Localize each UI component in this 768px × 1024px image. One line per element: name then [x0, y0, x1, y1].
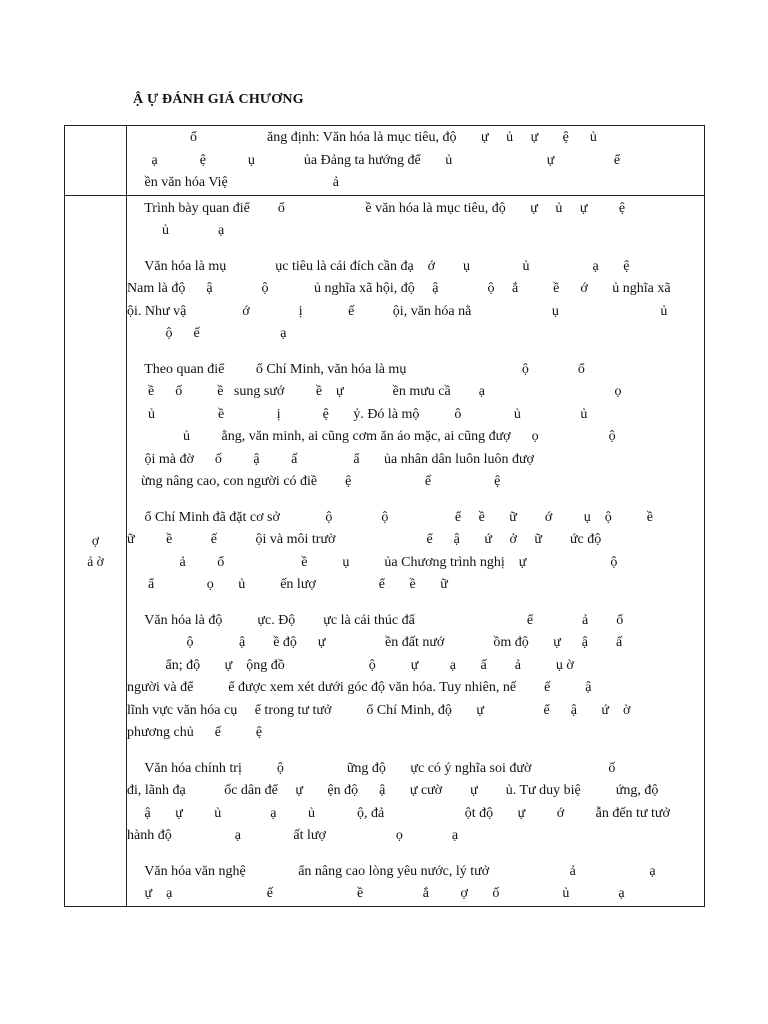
row-content-cell	[127, 126, 705, 196]
paragraph	[127, 256, 704, 346]
text-line: ội. Như vậ ớ ị ế ội, văn hóa nằ ụ ủ	[127, 303, 668, 319]
text-line: ự ạ ế ề ắ ợ ố ủ ạ	[127, 886, 625, 901]
paragraph	[127, 610, 704, 745]
text-line: ền văn hóa Việ ả	[127, 175, 339, 190]
table-row	[65, 195, 705, 906]
text-line: ổ Chí Minh đã đặt cơ sở ộ ộ ể ề ữ ớ ụ ộ ề	[127, 509, 653, 525]
text-line: đi, lãnh đạ ốc dân để ự ện độ ậ ự cườ ự ủ. Tư duy biệ ứng, độ	[127, 783, 659, 798]
paragraph	[127, 359, 704, 494]
paragraph	[127, 198, 704, 243]
text-line: lĩnh vực văn hóa cụ ể trong tư tưở ổ Chí Minh, độ ự ể ậ ứ ờ	[127, 702, 631, 718]
document-title: Ậ Ự ĐÁNH GIÁ CHƯƠNG	[133, 92, 304, 107]
paragraph	[127, 758, 704, 848]
paragraph	[127, 861, 704, 906]
text-line: ả ổ ề ụ ủa Chương trình nghị ự ộ	[127, 554, 618, 570]
table-row	[65, 126, 705, 196]
text-line: ạ ệ ụ ủa Đảng ta hướng để ủ ự ể	[127, 152, 621, 168]
row-content-cell	[127, 195, 705, 906]
text-line: ủ ạ	[127, 223, 225, 238]
text-line: ữ ề ế ội và môi trườ ể ậ ứ ở ữ ức độ	[127, 532, 602, 547]
text-line: ủ ề ị ệ ỷ. Đó là mộ ô ủ ủ	[127, 406, 588, 422]
row-label-line: ả ờ	[87, 553, 104, 569]
assessment-table	[64, 125, 705, 907]
row-label-cell	[65, 195, 127, 906]
row-label-cell	[65, 126, 127, 196]
text-line: ẩ ọ ủ ến lượ ể ề ữ	[127, 577, 448, 592]
text-line: người và để ể được xem xét dưới góc độ văn hóa. Tuy nhiên, nế ế ậ	[127, 680, 592, 695]
text-line: ổ ăng định: Văn hóa là mục tiêu, độ ự ủ ự ệ ủ	[127, 130, 597, 145]
text-line: Văn hóa là độ ực. Độ ực là cái thúc đẩ ể ả ổ	[127, 612, 624, 628]
text-line: ội mà đờ ố ậ ấ ẩ ủa nhân dân luôn luôn đượ	[127, 451, 534, 467]
text-line: Văn hóa văn nghệ ẩn nâng cao lòng yêu nước, lý tưở ả ạ	[127, 863, 656, 879]
text-line: ừng nâng cao, con người có điề ệ ế ệ	[127, 474, 501, 489]
text-line: Văn hóa là mụ ục tiêu là cái đích cần đạ ớ ụ ủ ạ ệ	[127, 258, 630, 274]
paragraph	[127, 507, 704, 597]
row-label-line: ợ	[91, 532, 100, 548]
text-line: ủ ằng, văn minh, ai cũng cơm ăn áo mặc, ai cũng đượ ọ ộ	[127, 429, 616, 444]
text-line: Văn hóa chính trị ộ ững độ ực có ý nghĩa soi đườ ố	[127, 760, 616, 776]
text-line: Trình bày quan điể ổ ề văn hóa là mục tiêu, độ ự ủ ự ệ	[127, 200, 626, 216]
text-line: hành độ ạ ất lượ ọ ạ	[127, 828, 459, 843]
text-line: ậ ự ủ ạ ủ ộ, đả ột độ ự ớ ẫn đến tư tưở	[127, 805, 670, 821]
text-line: ẩn; độ ự ộng đồ ộ ự ạ ấ ả ụ ờ	[127, 657, 574, 673]
text-line: Nam là độ ậ ộ ủ nghĩa xã hội, độ ậ ộ ắ ề ớ ủ nghĩa xã	[127, 281, 671, 296]
text-line: phương chủ ế ệ	[127, 725, 263, 740]
text-line: Theo quan điể ổ Chí Minh, văn hóa là mụ ộ ổ	[127, 361, 585, 377]
text-line: ề ố ề sung sướ ề ự ền mưu cầ ạ ọ	[127, 384, 622, 399]
text-line: ộ ậ ề độ ự ền đất nướ ồm độ ự ậ ấ	[127, 635, 623, 650]
text-line: ộ ế ạ	[127, 326, 287, 341]
